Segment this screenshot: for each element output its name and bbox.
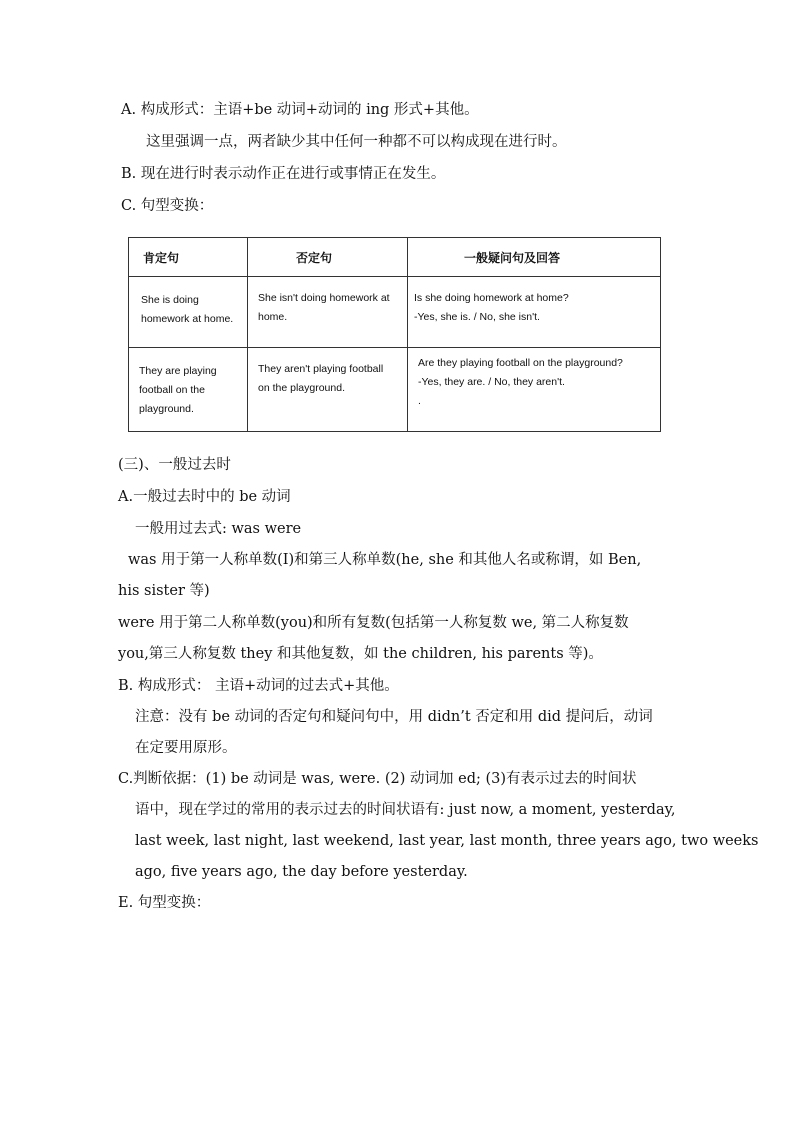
cell-text: football on the	[139, 384, 205, 396]
line-be-forms: 一般用过去式: was were	[135, 521, 302, 537]
cell-text: .	[418, 395, 421, 407]
cell-question	[408, 277, 661, 348]
cell-text: -Yes, she is. / No, she isn't.	[414, 311, 540, 323]
cell-text: homework at home.	[141, 313, 234, 325]
line-note-1: 注意：没有 be 动词的否定句和疑问句中，用 didn’t 否定和用 did 提问后，动词	[135, 709, 653, 725]
line-was-usage-1: was 用于第一人称单数(I)和第三人称单数(he, she 和其他人名或称谓，如 Ben,	[128, 552, 642, 568]
line-c-basis-1: C.判断依据：(1) be 动词是 was, were. (2) 动词加 ed; (3)有表示过去的时间状	[118, 771, 637, 787]
line-a-form: A. 构成形式：主语+be 动词+动词的 ing 形式+其他。	[121, 102, 479, 118]
cell-question	[408, 348, 661, 432]
table-row	[129, 277, 661, 348]
line-were-usage-2: you,第三人称复数 they 和其他复数，如 the children, his parents 等)。	[118, 646, 603, 662]
line-were-usage-1: were 用于第二人称单数(you)和所有复数(包括第一人称复数 we, 第二人称复数	[118, 615, 629, 631]
cell-affirmative	[129, 277, 248, 348]
line-c-transform: C. 句型变换：	[121, 198, 214, 214]
cell-affirmative	[129, 348, 248, 432]
header-question: 一般疑问句及回答	[408, 238, 661, 277]
line-a-be: A.一般过去时中的 be 动词	[118, 489, 291, 505]
cell-text: She isn't doing homework at	[258, 292, 390, 304]
line-e-transform: E. 句型变换：	[118, 895, 211, 911]
cell-text: Is she doing homework at home?	[414, 292, 569, 304]
header-affirmative: 肯定句	[129, 238, 248, 277]
cell-text: playground.	[139, 403, 194, 415]
table-row	[129, 348, 661, 432]
line-c-basis-3: last week, last night, last weekend, last year, last month, three years ago, two weeks	[135, 833, 759, 849]
cell-text: -Yes, they are. / No, they aren't.	[418, 376, 565, 388]
cell-text: She is doing	[141, 294, 199, 306]
cell-text: on the playground.	[258, 382, 345, 394]
cell-text: They are playing	[139, 365, 217, 377]
cell-text: Are they playing football on the playground?	[418, 357, 623, 369]
line-was-usage-2: his sister 等)	[118, 583, 210, 599]
cell-text: They aren't playing football	[258, 363, 384, 375]
cell-text: home.	[258, 311, 288, 323]
line-c-basis-2: 语中，现在学过的常用的表示过去的时间状语有: just now, a moment, yesterday,	[135, 802, 676, 818]
line-c-basis-4: ago, five years ago, the day before yesterday.	[135, 864, 468, 880]
line-note-2: 在定要用原形。	[135, 740, 237, 756]
header-negative: 否定句	[248, 238, 408, 277]
section-title-past-tense: (三)、一般过去时	[118, 457, 231, 473]
line-b-meaning: B. 现在进行时表示动作正在进行或事情正在发生。	[121, 166, 446, 182]
line-emphasis: 这里强调一点，两者缺少其中任何一种都不可以构成现在进行时。	[146, 134, 567, 150]
table-header-row	[129, 238, 661, 277]
line-b-form: B. 构成形式： 主语+动词的过去式+其他。	[118, 678, 399, 694]
cell-negative	[248, 277, 408, 348]
sentence-transform-table	[128, 237, 661, 432]
cell-negative	[248, 348, 408, 432]
